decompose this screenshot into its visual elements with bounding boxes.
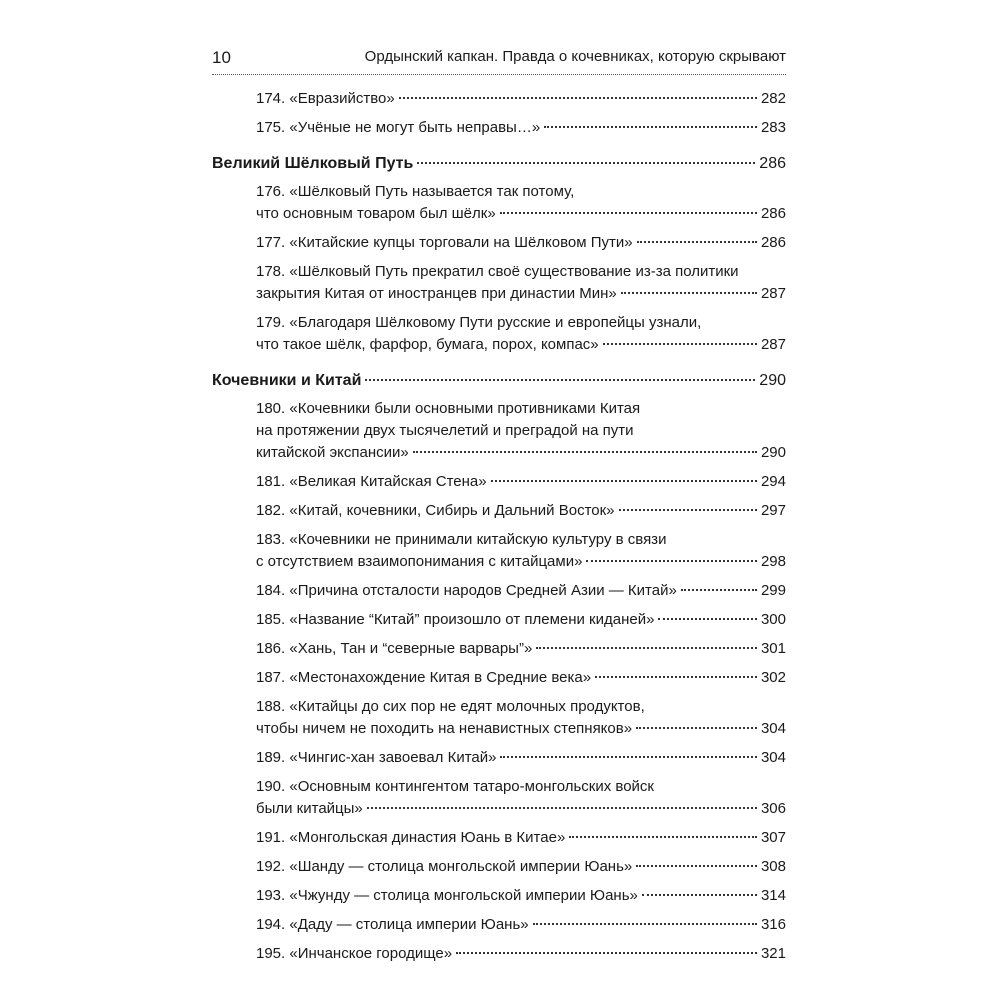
dot-leader: [569, 836, 757, 838]
toc-entry-last-line: [212, 153, 786, 175]
dot-leader: [367, 807, 757, 809]
toc-page-number: 301: [760, 640, 786, 657]
toc-entry-last-line: [256, 827, 786, 849]
toc-page-number: 304: [760, 749, 786, 766]
toc-entry-text-line: 176. «Шёлковый Путь называется так потому,: [256, 183, 575, 200]
toc-entry-last-line: [256, 914, 786, 936]
toc-entry-title: китайской экспансии»: [256, 444, 409, 461]
toc-entry-title: 174. «Евразийство»: [256, 90, 395, 107]
dot-leader: [500, 756, 756, 758]
page-header: [212, 48, 786, 72]
toc-entry-text-line: на протяжении двух тысячелетий и преградой на пути: [256, 422, 634, 439]
dot-leader: [544, 126, 757, 128]
toc-entry: [212, 914, 786, 936]
toc-entry-last-line: [256, 471, 786, 493]
toc-entry: [212, 88, 786, 110]
toc-page-number: 287: [760, 285, 786, 302]
toc-entry: [212, 398, 786, 464]
toc-entry-last-line: [256, 885, 786, 907]
toc-section: [212, 153, 786, 175]
toc-entry-text-line: 179. «Благодаря Шёлковому Пути русские и европейцы узнали,: [256, 314, 702, 331]
dot-leader: [586, 560, 757, 562]
dot-leader: [621, 292, 757, 294]
toc-page-number: 306: [760, 800, 786, 817]
toc-entry-title: 185. «Название “Китай” произошло от племени киданей»: [256, 611, 655, 628]
toc-entry-title: были китайцы»: [256, 800, 363, 817]
toc-entry-last-line: [256, 500, 786, 522]
toc-page-number: 321: [760, 945, 786, 962]
toc-page-number: 302: [760, 669, 786, 686]
toc-entry-title: 184. «Причина отсталости народов Средней Азии — Китай»: [256, 582, 677, 599]
toc-entry-title: 194. «Даду — столица империи Юань»: [256, 916, 529, 933]
toc-entry-title: 182. «Китай, кочевники, Сибирь и Дальний Восток»: [256, 502, 615, 519]
toc-page-number: 308: [760, 858, 786, 875]
running-title: Ордынский капкан. Правда о кочевниках, которую скрывают: [364, 48, 786, 65]
toc-page-number: 300: [760, 611, 786, 628]
toc-entry: [212, 827, 786, 849]
table-of-contents: [212, 88, 786, 972]
dot-leader: [399, 97, 757, 99]
toc-page-number: 282: [760, 90, 786, 107]
dot-leader: [636, 727, 757, 729]
dot-leader: [533, 923, 757, 925]
toc-page-number: 286: [759, 155, 786, 172]
toc-entry: [212, 747, 786, 769]
toc-entry-title: 181. «Великая Китайская Стена»: [256, 473, 487, 490]
toc-entry-last-line: [256, 638, 786, 660]
toc-page-number: 287: [760, 336, 786, 353]
toc-entry-last-line: [256, 232, 786, 254]
toc-entry-last-line: [256, 943, 786, 965]
dot-leader: [413, 451, 757, 453]
toc-entry-last-line: [256, 718, 786, 740]
toc-entry-title: что основным товаром был шёлк»: [256, 205, 496, 222]
toc-entry: [212, 471, 786, 493]
toc-entry-title: Кочевники и Китай: [212, 372, 362, 389]
toc-entry-last-line: [256, 283, 786, 305]
toc-entry: [212, 885, 786, 907]
toc-page-number: 298: [760, 553, 786, 570]
toc-entry: [212, 181, 786, 225]
toc-page-number: 299: [760, 582, 786, 599]
toc-entry-title: 186. «Хань, Тан и “северные варвары”»: [256, 640, 533, 657]
toc-entry-title: 177. «Китайские купцы торговали на Шёлковом Пути»: [256, 234, 633, 251]
toc-entry-text-line: 190. «Основным контингентом татаро-монгольских войск: [256, 778, 654, 795]
toc-entry-last-line: [256, 667, 786, 689]
dot-leader: [658, 618, 757, 620]
toc-page-number: 286: [760, 205, 786, 222]
dot-leader: [595, 676, 757, 678]
toc-entry-text-line: 180. «Кочевники были основными противниками Китая: [256, 400, 641, 417]
toc-page-number: 286: [760, 234, 786, 251]
toc-page-number: 316: [760, 916, 786, 933]
toc-entry-last-line: [256, 798, 786, 820]
toc-entry: [212, 580, 786, 602]
toc-section: [212, 370, 786, 392]
page-number: 10: [212, 48, 231, 67]
toc-entry-title: 193. «Чжунду — столица монгольской империи Юань»: [256, 887, 638, 904]
toc-entry: [212, 667, 786, 689]
toc-entry-last-line: [256, 334, 786, 356]
dot-leader: [603, 343, 757, 345]
toc-entry: [212, 609, 786, 631]
toc-entry-title: 191. «Монгольская династия Юань в Китае»: [256, 829, 566, 846]
toc-entry-last-line: [256, 747, 786, 769]
toc-entry-last-line: [256, 551, 786, 573]
toc-entry-last-line: [256, 442, 786, 464]
toc-entry-title: Великий Шёлковый Путь: [212, 155, 414, 172]
toc-entry-last-line: [256, 609, 786, 631]
dot-leader: [619, 509, 757, 511]
dot-leader: [642, 894, 757, 896]
toc-entry-text-line: 178. «Шёлковый Путь прекратил своё существование из-за политики: [256, 263, 739, 280]
toc-entry: [212, 529, 786, 573]
toc-entry-title: закрытия Китая от иностранцев при династии Мин»: [256, 285, 617, 302]
toc-entry: [212, 638, 786, 660]
dot-leader: [417, 162, 755, 164]
toc-page-number: 290: [759, 372, 786, 389]
dot-leader: [681, 589, 757, 591]
toc-entry-last-line: [256, 203, 786, 225]
dot-leader: [536, 647, 757, 649]
toc-entry: [212, 232, 786, 254]
toc-entry-title: что такое шёлк, фарфор, бумага, порох, компас»: [256, 336, 599, 353]
toc-entry: [212, 943, 786, 965]
toc-entry: [212, 696, 786, 740]
toc-entry-title: 192. «Шанду — столица монгольской империи Юань»: [256, 858, 633, 875]
toc-page-number: 294: [760, 473, 786, 490]
toc-page-number: 297: [760, 502, 786, 519]
toc-entry: [212, 117, 786, 139]
toc-entry: [212, 856, 786, 878]
dot-leader: [456, 952, 757, 954]
toc-entry-title: 187. «Местонахождение Китая в Средние века»: [256, 669, 592, 686]
toc-page-number: 307: [760, 829, 786, 846]
toc-entry-title: 195. «Инчанское городище»: [256, 945, 453, 962]
toc-entry-last-line: [212, 370, 786, 392]
toc-entry-text-line: 188. «Китайцы до сих пор не едят молочных продуктов,: [256, 698, 645, 715]
dot-leader: [636, 865, 757, 867]
toc-page-number: 290: [760, 444, 786, 461]
dot-leader: [365, 379, 755, 381]
toc-entry-title: с отсутствием взаимопонимания с китайцами»: [256, 553, 583, 570]
toc-entry-last-line: [256, 856, 786, 878]
toc-entry: [212, 261, 786, 305]
toc-entry-title: чтобы ничем не походить на ненавистных степняков»: [256, 720, 633, 737]
toc-entry-title: 175. «Учёные не могут быть неправы…»: [256, 119, 541, 136]
toc-entry: [212, 312, 786, 356]
toc-page-number: 314: [760, 887, 786, 904]
toc-entry-last-line: [256, 88, 786, 110]
toc-page-number: 304: [760, 720, 786, 737]
dot-leader: [500, 212, 757, 214]
toc-page-number: 283: [760, 119, 786, 136]
dot-leader: [637, 241, 757, 243]
toc-entry: [212, 500, 786, 522]
toc-entry-text-line: 183. «Кочевники не принимали китайскую культуру в связи: [256, 531, 667, 548]
header-rule: [212, 74, 786, 75]
toc-entry-title: 189. «Чингис-хан завоевал Китай»: [256, 749, 497, 766]
toc-entry: [212, 776, 786, 820]
toc-entry-last-line: [256, 580, 786, 602]
toc-entry-last-line: [256, 117, 786, 139]
dot-leader: [491, 480, 757, 482]
